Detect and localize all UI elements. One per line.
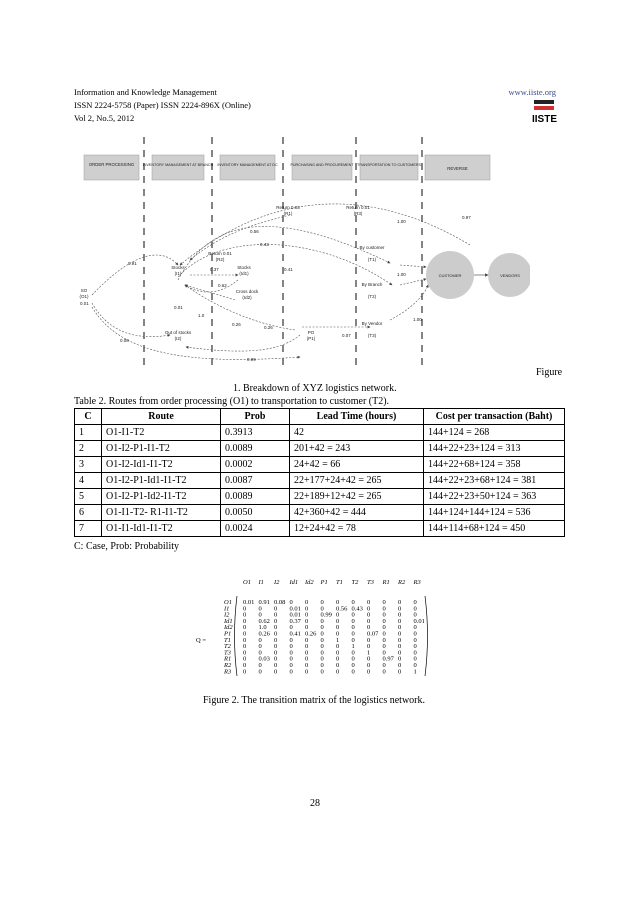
matrix-cell: 0 (289, 599, 293, 606)
transition-matrix (196, 572, 441, 682)
node-i1: (I1) (174, 271, 182, 276)
prob-label: 0.26 (264, 325, 273, 330)
matrix-cell: 0 (305, 599, 309, 606)
node-p1: (P1) (306, 336, 316, 341)
iiste-logo: IISTE (534, 100, 554, 126)
matrix-cell: 0 (413, 662, 417, 669)
node-so: SO (80, 288, 88, 293)
table-note: C: Case, Prob: Probability (74, 541, 179, 552)
matrix-cell: 0 (398, 605, 402, 613)
prob-label: 1.0 (198, 313, 205, 318)
matrix-col-label: P1 (320, 579, 328, 586)
matrix-cell: 0 (367, 636, 371, 644)
matrix-cell: 0.41 (289, 630, 301, 638)
matrix-cell: 0 (413, 611, 417, 619)
issn-line: ISSN 2224-5758 (Paper) ISSN 2224-896X (Online) (74, 100, 251, 110)
col-header: Route (102, 409, 221, 425)
matrix-cell: 0.43 (351, 605, 363, 613)
prob-label: 0.37 (210, 267, 219, 272)
logistics-network-diagram (70, 135, 530, 370)
node-by-branch: By Branch (361, 282, 383, 287)
matrix-cell: 1 (336, 636, 340, 644)
node-r3: (R3) (353, 211, 363, 216)
node-by-customer: By customer (359, 245, 385, 250)
matrix-cell: 1 (413, 668, 417, 676)
matrix-cell: 0 (289, 668, 293, 676)
prob-label: 1.00 (397, 219, 406, 224)
table-row: 7 O1-I1-Id1-I1-T2 0.0024 12+24+42 = 78 144+114+68+124 = 450 (75, 521, 565, 537)
node-vendors: VENDORS (500, 273, 520, 278)
matrix-col-label: T1 (336, 579, 343, 586)
matrix-cell: 1.0 (258, 624, 267, 632)
stage-label: PURCHASING AND PROCUREMENT (290, 163, 354, 167)
matrix-cell: 0 (320, 668, 324, 676)
matrix-cell: 0 (367, 605, 371, 613)
matrix-cell: 0 (413, 655, 417, 663)
matrix-cell: 0 (274, 611, 278, 619)
matrix-cell: 0 (367, 662, 371, 669)
matrix-cell: 0.56 (336, 605, 348, 613)
matrix-cell: 0 (413, 605, 417, 613)
prob-label: 0.62 (218, 283, 227, 288)
matrix-cell: 0 (243, 611, 247, 619)
matrix-cell: 1 (367, 649, 371, 657)
matrix-label: Q = (196, 637, 206, 644)
stage-label: REVERSE (447, 166, 468, 171)
matrix-cell: 1 (351, 643, 355, 651)
matrix-cell: 0 (351, 617, 355, 625)
matrix-cell: 0 (274, 668, 278, 676)
prob-label: 0.26 (232, 322, 241, 327)
matrix-cell: 0 (413, 636, 417, 644)
matrix-cell: 0 (413, 649, 417, 657)
table-header-row (75, 409, 565, 425)
node-stocks-id1: Stocks (237, 265, 251, 270)
matrix-cell: 0 (351, 655, 355, 663)
matrix-cell: 0 (243, 624, 247, 632)
volume-line: Vol 2, No.5, 2012 (74, 113, 135, 123)
table-row: 4 O1-I2-P1-Id1-I1-T2 0.0087 22+177+24+42 = 265 144+22+23+68+124 = 381 (75, 473, 565, 489)
matrix-cell: 0.62 (258, 617, 270, 625)
matrix-cell: 0 (398, 617, 402, 625)
matrix-cell: 0 (289, 643, 293, 651)
matrix-col-label: R1 (382, 579, 390, 586)
matrix-cell: 0 (367, 611, 371, 619)
node-po: PO (307, 330, 315, 335)
matrix-cell: 0 (243, 643, 247, 651)
matrix-cell: 0 (320, 624, 324, 632)
matrix-row-label: O1 (224, 599, 232, 606)
matrix-cell: 0 (336, 624, 340, 632)
matrix-cell: 0 (367, 643, 371, 651)
prob-label: 0.08 (120, 338, 129, 343)
matrix-row-label: R1 (224, 655, 232, 663)
matrix-cell: 0 (305, 643, 309, 651)
matrix-cell: 0 (382, 599, 386, 606)
matrix-cell: 0 (336, 617, 340, 625)
matrix-cell: 0 (336, 643, 340, 651)
node-o1: (O1) (79, 294, 89, 299)
matrix-cell: 0.26 (258, 630, 270, 638)
matrix-row-label: T2 (224, 643, 231, 651)
col-header: C (75, 409, 102, 425)
table2-title: Table 2. Routes from order processing (O1) to transportation to customer (T2). (74, 396, 390, 407)
matrix-cell: 0 (382, 636, 386, 644)
matrix-cell: 0 (258, 643, 262, 651)
matrix-cell: 0 (398, 599, 402, 606)
figure1-caption: 1. Breakdown of XYZ logistics network. (233, 383, 397, 394)
col-header: Lead Time (hours) (290, 409, 424, 425)
node-t1: (T1) (367, 257, 377, 262)
matrix-cell: 0 (336, 649, 340, 657)
matrix-cell: 0 (289, 624, 293, 632)
matrix-cell: 0 (413, 599, 417, 606)
matrix-row-label: R2 (224, 662, 232, 669)
matrix-cell: 0 (274, 624, 278, 632)
node-return-r3: Return 0.01 (346, 205, 370, 210)
matrix-cell: 0.37 (289, 617, 301, 625)
matrix-cell: 0 (320, 636, 324, 644)
stage-order-processing (84, 155, 139, 180)
matrix-cell: 0 (305, 662, 309, 669)
matrix-cell: 0 (351, 649, 355, 657)
table-row: 2 O1-I2-P1-I1-T2 0.0089 201+42 = 243 144+22+23+124 = 313 (75, 441, 565, 457)
matrix-cell: 0 (274, 636, 278, 644)
prob-label: 0.56 (250, 229, 259, 234)
matrix-cell: 0 (274, 643, 278, 651)
matrix-cell: 0 (398, 668, 402, 676)
matrix-cell: 0.26 (305, 630, 317, 638)
matrix-col-label: O1 (243, 579, 251, 586)
stage-inventory-dc (220, 155, 275, 180)
matrix-cell: 0 (382, 668, 386, 676)
matrix-cell: 0 (243, 668, 247, 676)
matrix-cell: 0 (367, 599, 371, 606)
matrix-cell: 0 (336, 662, 340, 669)
matrix-cell: 0 (258, 668, 262, 676)
matrix-cell: 0 (274, 649, 278, 657)
prob-label: 0.01 (80, 301, 89, 306)
matrix-cell: 0 (289, 655, 293, 663)
matrix-cell: 0 (305, 611, 309, 619)
node-i2: (I2) (174, 336, 182, 341)
matrix-col-label: R3 (413, 579, 421, 586)
matrix-cell: 0 (305, 636, 309, 644)
stage-transportation (360, 155, 418, 180)
matrix-cell: 0 (382, 662, 386, 669)
matrix-cell: 0 (382, 611, 386, 619)
matrix-cell: 0.01 (413, 617, 425, 625)
matrix-col-label: R2 (398, 579, 406, 586)
matrix-cell: 0 (258, 662, 262, 669)
page-number: 28 (310, 798, 320, 809)
matrix-cell: 0 (398, 611, 402, 619)
matrix-col-label: T2 (351, 579, 359, 586)
matrix-row-label: P1 (224, 630, 232, 638)
matrix-cell: 0.03 (258, 655, 270, 663)
matrix-cell: 0.01 (243, 599, 255, 606)
matrix-cell: 0 (258, 605, 262, 613)
table-row: 5 O1-I2-P1-Id2-I1-T2 0.0089 22+189+12+42 = 265 144+22+23+50+124 = 363 (75, 489, 565, 505)
matrix-cell: 0 (382, 624, 386, 632)
matrix-cell: 0 (243, 630, 247, 638)
matrix-cell: 0 (351, 662, 355, 669)
website-link[interactable]: www.iiste.org (508, 87, 556, 97)
matrix-cell: 0.99 (320, 611, 332, 619)
stage-inventory-branch (152, 155, 204, 180)
prob-label: 0.07 (342, 333, 351, 338)
matrix-row-label: T3 (224, 649, 231, 657)
matrix-cell: 0 (320, 605, 324, 613)
col-header: Prob (221, 409, 290, 425)
node-t2: (T2) (367, 294, 377, 299)
matrix-cell: 0 (289, 649, 293, 657)
figure2-caption: Figure 2. The transition matrix of the logistics network. (203, 695, 426, 706)
matrix-cell: 0 (336, 655, 340, 663)
matrix-cell: 0 (367, 617, 371, 625)
matrix-row-label: Id1 (224, 617, 233, 625)
routes-table (74, 408, 565, 537)
matrix-cell: 0 (274, 605, 278, 613)
matrix-cell: 0.97 (382, 655, 394, 663)
matrix-cell: 0 (305, 605, 309, 613)
matrix-cell: 0 (336, 668, 340, 676)
matrix-cell: 0 (382, 605, 386, 613)
prob-label: 1.00 (397, 272, 406, 277)
matrix-cell: 0 (305, 649, 309, 657)
stage-label: TRANSPORTATION TO CUSTOMERS (357, 163, 421, 167)
matrix-cell: 0 (305, 655, 309, 663)
matrix-cell: 0 (351, 636, 355, 644)
matrix-row-label: T1 (224, 636, 231, 644)
matrix-cell: 0 (305, 624, 309, 632)
matrix-cell: 0.07 (367, 630, 379, 638)
matrix-cell: 0 (398, 655, 402, 663)
prob-label: 0.97 (462, 215, 471, 220)
figure-word: Figure (536, 367, 563, 378)
stage-purchasing (292, 155, 352, 180)
matrix-cell: 0 (367, 624, 371, 632)
prob-label: 0.41 (284, 267, 293, 272)
node-t3: (T3) (367, 333, 377, 338)
matrix-cell: 0 (398, 636, 402, 644)
matrix-cell: 0 (243, 649, 247, 657)
node-out-of-stocks: Out of stocks (164, 330, 192, 335)
matrix-cell: 0 (382, 649, 386, 657)
prob-label: 1.00 (413, 317, 422, 322)
matrix-cell: 0 (243, 655, 247, 663)
node-cross-dock: Cross dock (235, 289, 259, 294)
matrix-cell: 0 (289, 662, 293, 669)
matrix-cell: 0.91 (258, 599, 270, 606)
node-return-r1: Return 0.03 (276, 205, 300, 210)
matrix-cell: 0 (305, 617, 309, 625)
matrix-col-label: I1 (258, 579, 264, 586)
node-stocks-i1: Stocks (171, 265, 185, 270)
node-id2: (Id2) (242, 295, 252, 300)
col-header: Cost per transaction (Baht) (424, 409, 565, 425)
matrix-cell: 0 (351, 630, 355, 638)
matrix-cell: 0 (351, 668, 355, 676)
matrix-cell: 0 (367, 655, 371, 663)
matrix-cell: 0.01 (289, 611, 301, 619)
matrix-cell: 0.08 (274, 599, 286, 606)
table-row: 1 O1-I1-T2 0.3913 42 144+124 = 268 (75, 425, 565, 441)
matrix-cell: 0 (413, 643, 417, 651)
matrix-cell: 0 (305, 668, 309, 676)
matrix-cell: 0 (351, 599, 355, 606)
prob-label: 0.01 (174, 305, 183, 310)
matrix-cell: 0 (258, 611, 262, 619)
matrix-cell: 0 (274, 655, 278, 663)
matrix-cell: 0 (320, 643, 324, 651)
matrix-cell: 0 (320, 655, 324, 663)
node-customer: CUSTOMER (438, 273, 462, 278)
matrix-cell: 0 (243, 617, 247, 625)
matrix-cell: 0 (336, 611, 340, 619)
node-r1: (R1) (283, 211, 293, 216)
matrix-cell: 0 (274, 617, 278, 625)
table-row: 6 O1-I1-T2- R1-I1-T2 0.0050 42+360+42 = 444 144+124+144+124 = 536 (75, 505, 565, 521)
prob-label: 0.43 (260, 242, 269, 247)
matrix-row-label: Id2 (224, 624, 233, 632)
stage-label: ORDER PROCESSING (88, 162, 135, 167)
stage-label: INVENTORY MANAGEMENT AT BRANCH (142, 163, 214, 167)
matrix-cell: 0 (367, 668, 371, 676)
matrix-cell: 0 (398, 643, 402, 651)
node-r2: (R2) (215, 257, 225, 262)
matrix-cell: 0 (413, 630, 417, 638)
matrix-col-label: I2 (274, 579, 280, 586)
node-id1: (Id1) (239, 271, 249, 276)
journal-name: Information and Knowledge Management (74, 87, 217, 97)
matrix-cell: 0 (243, 662, 247, 669)
matrix-cell: 0 (382, 617, 386, 625)
node-return-r2: Return 0.01 (208, 251, 232, 256)
matrix-cell: 0 (398, 630, 402, 638)
matrix-col-label: Id1 (289, 579, 299, 586)
matrix-cell: 0 (243, 636, 247, 644)
matrix-col-label: T3 (367, 579, 374, 586)
matrix-cell: 0 (258, 636, 262, 644)
matrix-cell: 0.01 (289, 605, 301, 613)
matrix-cell: 0 (274, 662, 278, 669)
matrix-cell: 0 (274, 630, 278, 638)
matrix-cell: 0 (398, 624, 402, 632)
stage-label: INVENTORY MANAGEMENT AT DC (217, 163, 278, 167)
matrix-cell: 0 (320, 649, 324, 657)
matrix-cell: 0 (320, 617, 324, 625)
prob-label: 0.99 (247, 357, 256, 362)
matrix-cell: 0 (336, 630, 340, 638)
matrix-cell: 0 (320, 662, 324, 669)
matrix-cell: 0 (398, 662, 402, 669)
matrix-cell: 0 (351, 624, 355, 632)
matrix-col-label: Id2 (305, 579, 314, 586)
matrix-cell: 0 (320, 630, 324, 638)
matrix-cell: 0 (413, 624, 417, 632)
matrix-cell: 0 (258, 649, 262, 657)
matrix-cell: 0 (382, 643, 386, 651)
table-row: 3 O1-I2-Id1-I1-T2 0.0002 24+42 = 66 144+22+68+124 = 358 (75, 457, 565, 473)
matrix-row-label: I1 (224, 605, 230, 613)
prob-label: 0.91 (128, 261, 137, 266)
matrix-cell: 0 (243, 605, 247, 613)
matrix-cell: 0 (398, 649, 402, 657)
matrix-cell: 0 (320, 599, 324, 606)
node-by-vendor: By Vendor (361, 321, 383, 326)
matrix-cell: 0 (351, 611, 355, 619)
matrix-cell: 0 (336, 599, 340, 606)
matrix-row-label: I2 (224, 611, 230, 619)
matrix-cell: 0 (382, 630, 386, 638)
matrix-row-label: R3 (224, 668, 232, 676)
matrix-cell: 0 (289, 636, 293, 644)
